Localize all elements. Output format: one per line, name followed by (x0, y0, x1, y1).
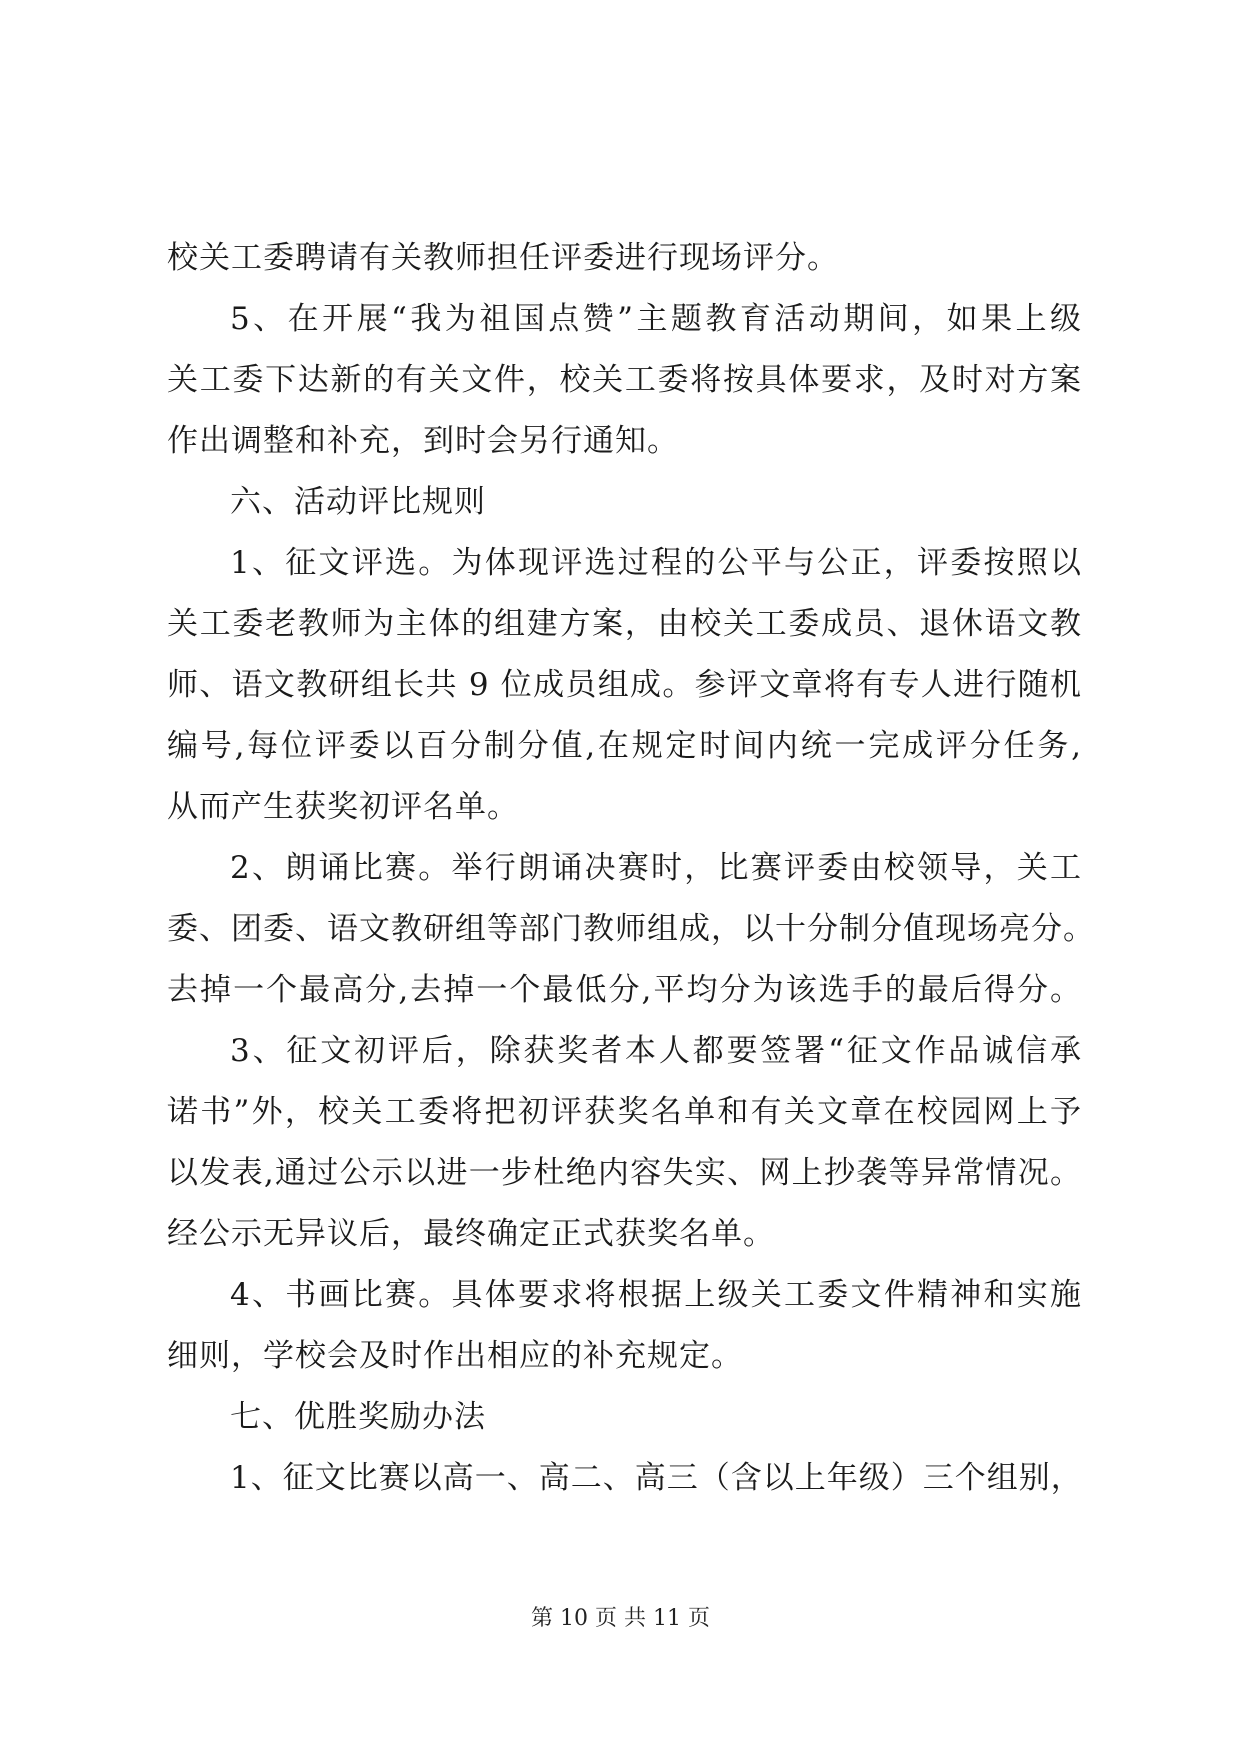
text-line-16: 以发表,通过公示以进一步杜绝内容失实、网上抄袭等异常情况。 (167, 1155, 1082, 1191)
text-line-15: 诺书”外，校关工委将把初评获奖名单和有关文章在校园网上予 (167, 1094, 1082, 1130)
text-line-19: 细则，学校会及时作出相应的补充规定。 (167, 1338, 743, 1374)
text-line-3: 关工委下达新的有关文件，校关工委将按具体要求，及时对方案 (167, 362, 1082, 398)
body-text (167, 228, 1095, 1509)
text-line-11: 2、朗诵比赛。举行朗诵决赛时，比赛评委由校领导，关工 (230, 850, 1082, 886)
text-line-12: 委、团委、语文教研组等部门教师组成，以十分制分值现场亮分。 (167, 911, 1095, 947)
text-line-17: 经公示无异议后，最终确定正式获奖名单。 (167, 1216, 775, 1252)
text-line-8: 师、语文教研组长共 9 位成员组成。参评文章将有专人进行随机 (167, 667, 1082, 703)
text-line-2: 5、在开展“我为祖国点赞”主题教育活动期间，如果上级 (230, 301, 1082, 337)
section-heading-6: 六、活动评比规则 (230, 484, 486, 520)
text-line-4: 作出调整和补充，到时会另行通知。 (167, 423, 679, 459)
page-number-footer: 第 10 页 共 11 页 (531, 1606, 710, 1631)
text-line-1: 校关工委聘请有关教师担任评委进行现场评分。 (167, 240, 839, 276)
text-line-9: 编号,每位评委以百分制分值,在规定时间内统一完成评分任务, (167, 728, 1082, 764)
text-line-10: 从而产生获奖初评名单。 (167, 789, 519, 825)
text-line-7: 关工委老教师为主体的组建方案，由校关工委成员、退休语文教 (167, 606, 1082, 642)
text-line-14: 3、征文初评后，除获奖者本人都要签署“征文作品诚信承 (230, 1033, 1082, 1069)
text-line-18: 4、书画比赛。具体要求将根据上级关工委文件精神和实施 (230, 1277, 1082, 1313)
text-line-21: 1、征文比赛以高一、高二、高三（含以上年级）三个组别， (230, 1460, 1083, 1496)
section-heading-7: 七、优胜奖励办法 (230, 1399, 486, 1435)
text-line-13: 去掉一个最高分,去掉一个最低分,平均分为该选手的最后得分。 (167, 972, 1082, 1008)
text-line-6: 1、征文评选。为体现评选过程的公平与公正，评委按照以 (230, 545, 1082, 581)
